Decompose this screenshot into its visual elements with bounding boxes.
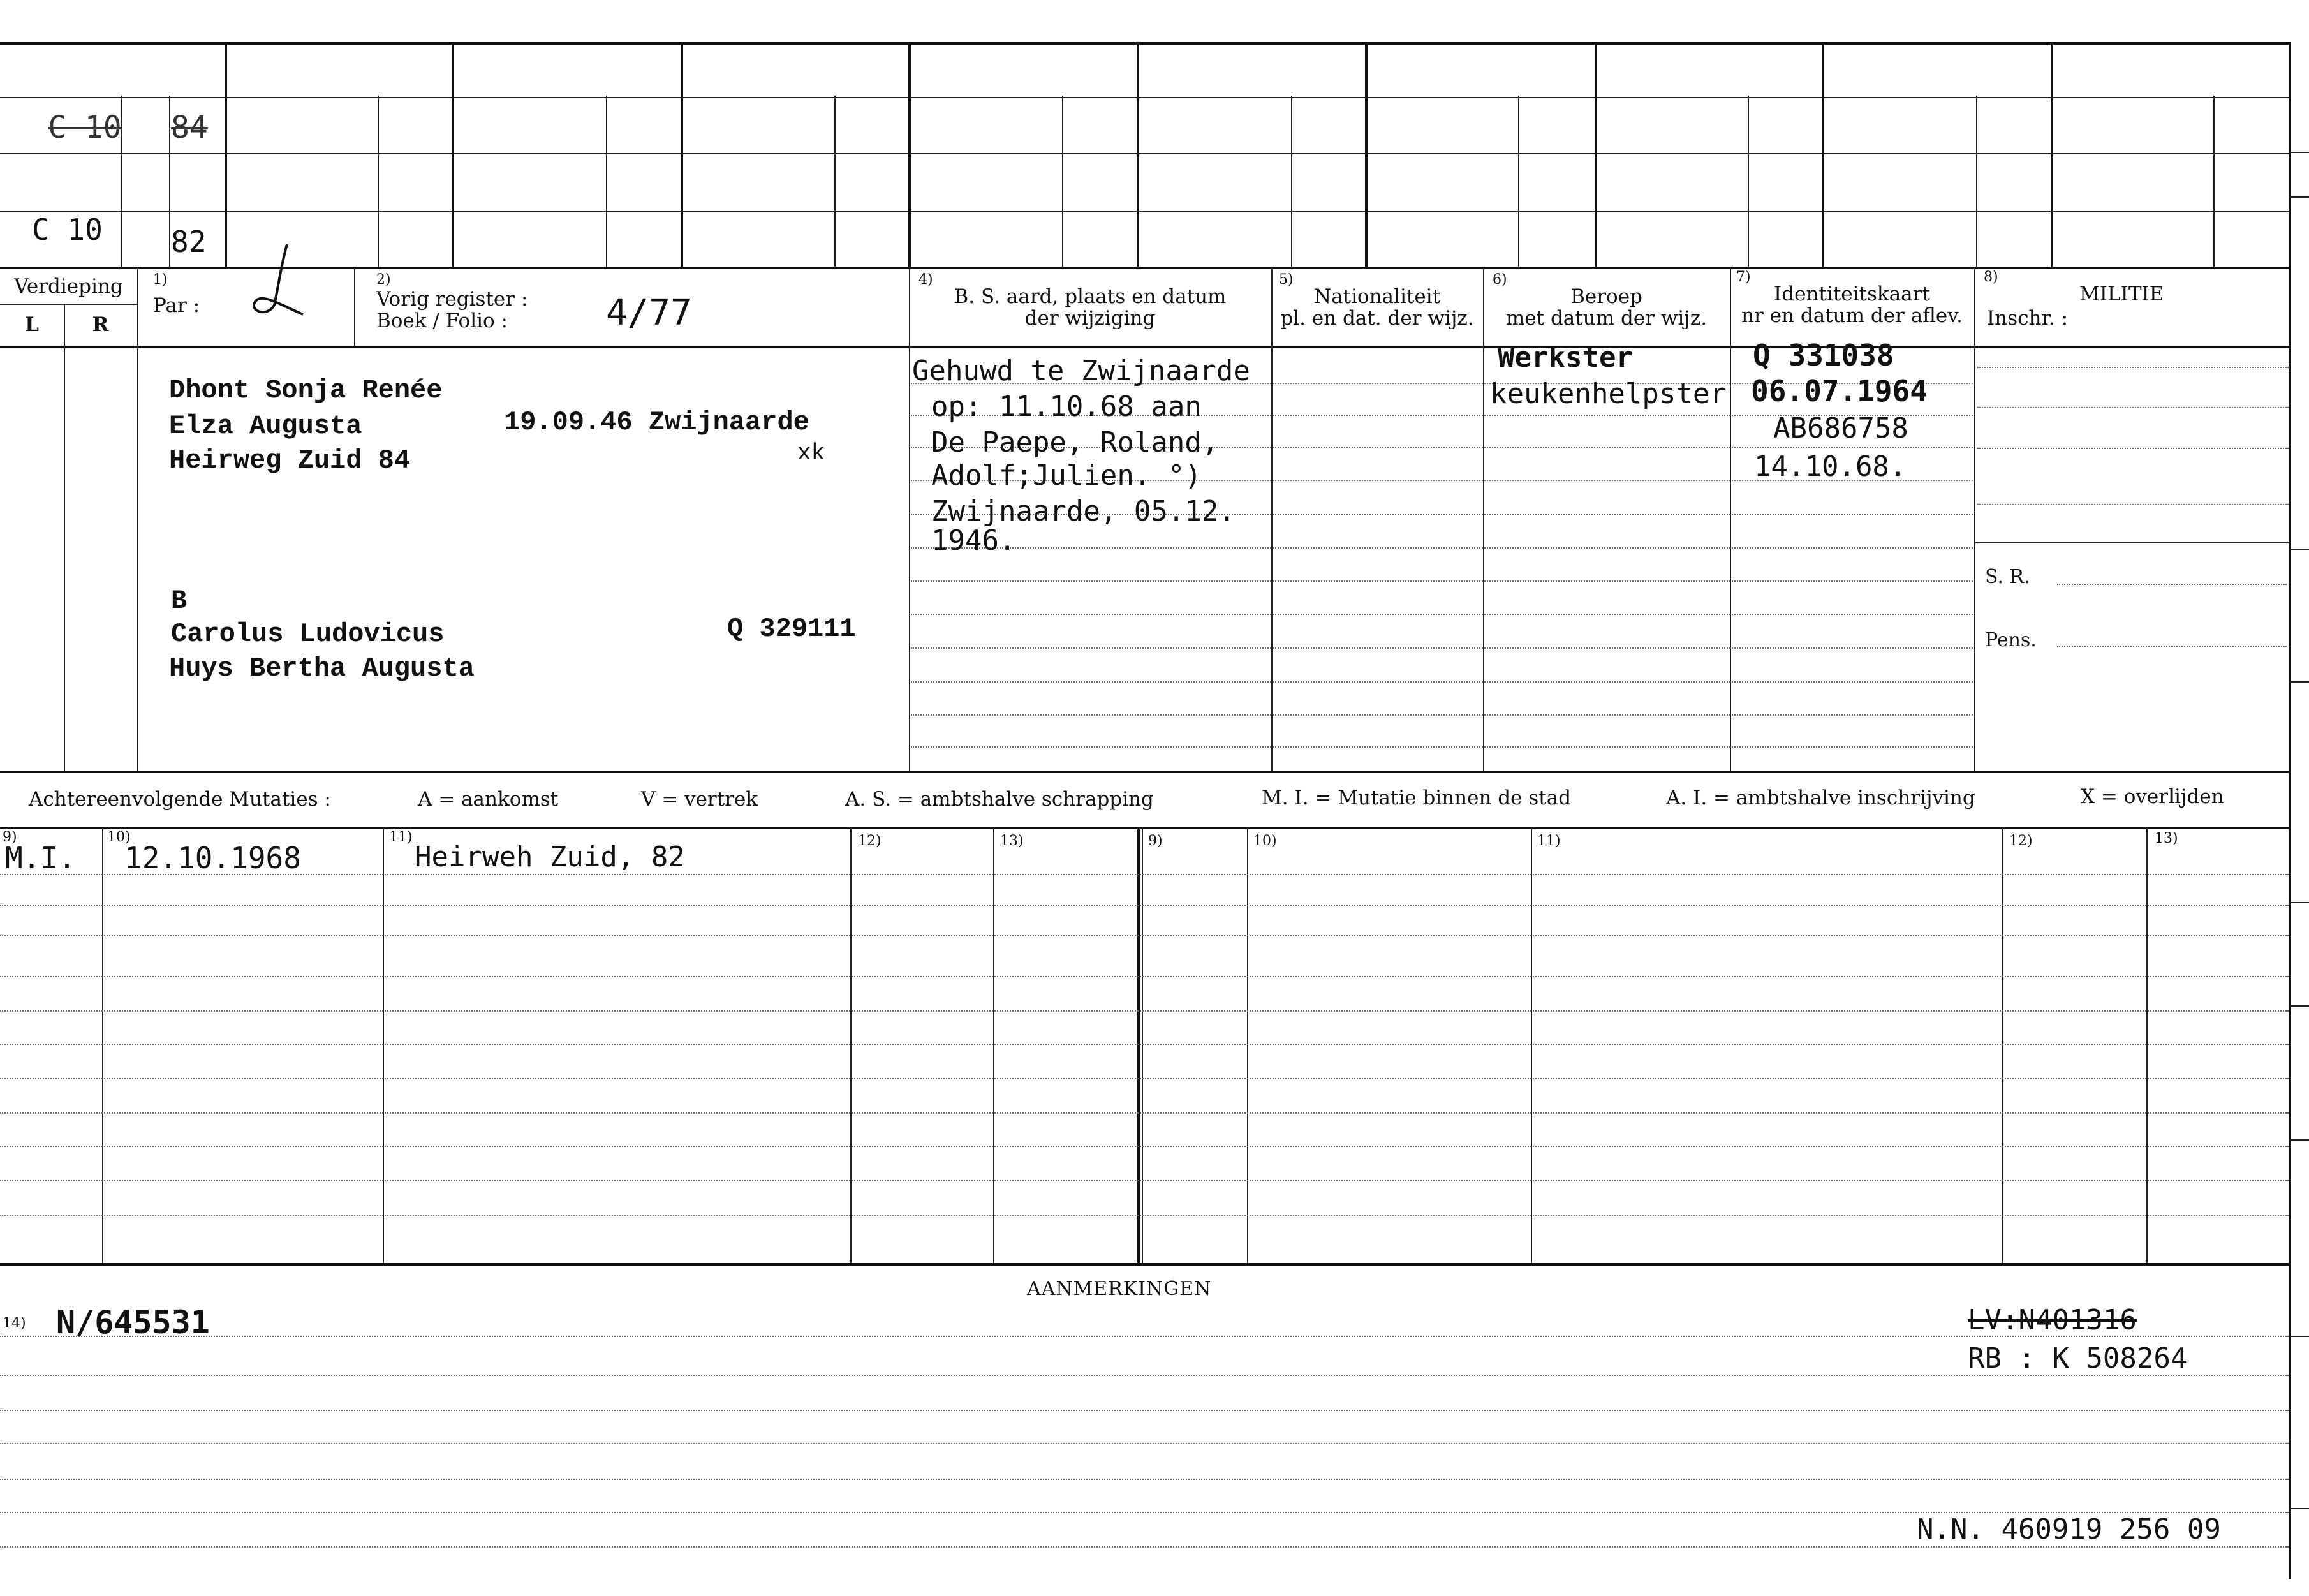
aanmerking-lv: LV:N401316: [1968, 1304, 2137, 1336]
aanmerking-rb: RB : K 508264: [1968, 1342, 2188, 1375]
col4-header-1: B. S. aard, plaats en datum: [954, 285, 1227, 308]
mutatie-date: 12.10.1968: [124, 841, 301, 875]
vorig-register-label: Vorig register :: [376, 288, 528, 311]
top-row1-right: 84: [171, 110, 208, 145]
mutaties-top: [0, 771, 2290, 773]
top-row1-left: C 10: [48, 110, 122, 145]
top-row2-right: 82: [171, 225, 207, 259]
par-label: Par :: [153, 294, 200, 317]
col-number: 4): [918, 272, 933, 288]
col6-header-2: met datum der wijz.: [1505, 307, 1708, 330]
col-number: 12): [858, 833, 882, 849]
r-label: R: [92, 313, 109, 336]
col7-line3: AB686758: [1773, 412, 1908, 445]
person-birth: 19.09.46 Zwijnaarde: [504, 407, 809, 438]
legend-as: A. S. = ambtshalve schrapping: [845, 788, 1154, 811]
col7-line1: Q 331038: [1753, 338, 1894, 373]
person-father: Carolus Ludovicus: [171, 619, 445, 649]
col7-header-2: nr en datum der aflev.: [1741, 304, 1963, 327]
col4-line2: op: 11.10.68 aan: [931, 390, 1202, 423]
col-number: 11): [1537, 833, 1561, 849]
col5-header-2: pl. en dat. der wijz.: [1280, 307, 1474, 330]
grid-line: [0, 97, 2290, 98]
person-b: B: [171, 586, 188, 616]
legend-mi: M. I. = Mutatie binnen de stad: [1262, 787, 1572, 809]
militie-label: MILITIE: [2079, 283, 2164, 306]
inschr-label: Inschr. :: [1987, 307, 2069, 330]
top-row2-left: C 10: [32, 212, 103, 247]
col-number: 9): [1148, 833, 1163, 849]
col4-line3: De Paepe, Roland,: [931, 426, 1219, 459]
aanmerking-nn: N.N. 460919 256 09: [1917, 1513, 2221, 1546]
col4-line5: Zwijnaarde, 05.12.: [931, 495, 1236, 528]
col-number: 12): [2009, 833, 2033, 849]
mutatie-address: Heirweh Zuid, 82: [415, 841, 685, 873]
legend-ai: A. I. = ambtshalve inschrijving: [1666, 787, 1975, 809]
legend-x: X = overlijden: [2081, 785, 2224, 808]
col6-line2: keukenhelpster: [1490, 378, 1727, 410]
l-label: L: [25, 313, 39, 336]
aanmerkingen-title: AANMERKINGEN: [1027, 1278, 1212, 1300]
col-number: 5): [1279, 272, 1294, 288]
col-number: 1): [153, 272, 168, 288]
person-father-id: Q 329111: [727, 614, 856, 644]
aanmerkingen-top: [0, 1263, 2290, 1266]
signature-mark: [242, 241, 319, 330]
col-number: 2): [376, 272, 391, 288]
person-name: Dhont Sonja Renée: [169, 375, 443, 406]
col7-line2: 06.07.1964: [1751, 374, 1928, 408]
sr-label: S. R.: [1985, 566, 2030, 588]
mutatie-type: M.I.: [5, 841, 76, 875]
col-number: 11): [389, 829, 413, 845]
col6-line1: Werkster: [1498, 341, 1633, 374]
col5-header-1: Nationaliteit: [1313, 285, 1441, 308]
col-number: 14): [3, 1315, 26, 1331]
col-number: 6): [1493, 272, 1507, 288]
mutaties-label: Achtereenvolgende Mutaties :: [29, 788, 331, 811]
mutaties-header-bottom: [0, 827, 2290, 829]
col-number: 7): [1736, 269, 1751, 285]
col4-line1: Gehuwd te Zwijnaarde: [912, 355, 1250, 387]
person-address: Heirweg Zuid 84: [169, 445, 411, 476]
col-number: 9): [3, 829, 17, 845]
col4-line6: 1946.: [931, 524, 1016, 557]
right-border: [2289, 42, 2291, 1579]
grid-line: [0, 267, 2290, 269]
person-mother: Huys Bertha Augusta: [169, 653, 475, 684]
header-bottom: [0, 346, 2290, 348]
col7-header-1: Identiteitskaart: [1774, 283, 1930, 306]
person-given-names: Elza Augusta: [169, 411, 362, 441]
legend-v: V = vertrek: [641, 788, 758, 811]
col4-header-2: der wijziging: [1024, 307, 1156, 330]
col-number: 13): [1000, 833, 1024, 849]
top-border: [0, 42, 2290, 45]
grid-line: [0, 153, 2290, 154]
col-number: 10): [107, 829, 131, 845]
grid-line: [0, 211, 2290, 212]
verdieping-label: Verdieping: [14, 275, 123, 298]
aanmerking-code: N/645531: [56, 1304, 210, 1341]
legend-a: A = aankomst: [418, 788, 559, 811]
pens-label: Pens.: [1985, 629, 2037, 651]
col6-header-1: Beroep: [1570, 285, 1642, 308]
col4-line4: Adolf;Julien. °): [931, 459, 1202, 492]
col7-line4: 14.10.68.: [1754, 450, 1907, 483]
col-number: 10): [1253, 833, 1277, 849]
col-number: 13): [2155, 831, 2178, 846]
boek-folio-label: Boek / Folio :: [376, 309, 508, 332]
col-number: 8): [1984, 269, 1998, 285]
boek-folio-value: 4/77: [606, 292, 692, 334]
person-mark: xk: [797, 440, 825, 466]
